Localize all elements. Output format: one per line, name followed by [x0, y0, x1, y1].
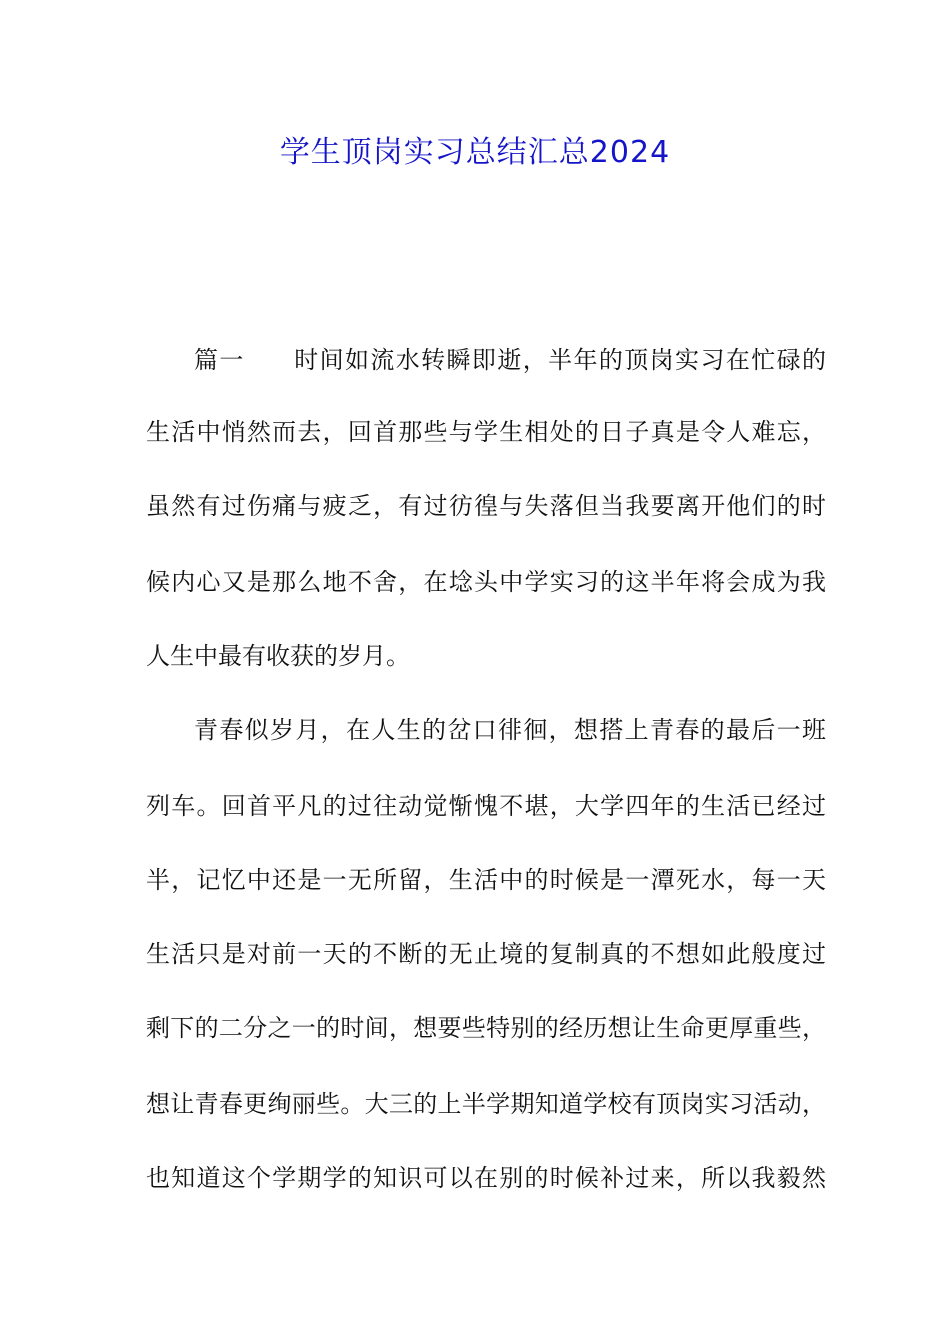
document-title: 学生顶岗实习总结汇总2024: [279, 135, 671, 170]
paragraph-1-line-5: 人生中最有收获的岁月。: [146, 642, 410, 670]
paragraph-1-line-4: 候内心又是那么地不舍，在埝头中学实习的这半年将会成为我: [146, 568, 826, 596]
paragraph-text: 时间如流水转瞬即逝，半年的顶岗实习在忙碌的: [292, 346, 826, 374]
paragraph-2-line-7: 也知道这个学期学的知识可以在别的时候补过来，所以我毅然: [146, 1164, 826, 1192]
paragraph-2-line-3: 半，记忆中还是一无所留，生活中的时候是一潭死水，每一天: [146, 866, 826, 894]
paragraph-2-line-4: 生活只是对前一天的不断的无止境的复制真的不想如此般度过: [146, 940, 826, 968]
paragraph-2-line-5: 剩下的二分之一的时间，想要些特别的经历想让生命更厚重些，: [146, 1014, 826, 1042]
section-label: 篇一: [194, 346, 245, 374]
paragraph-2-line-1: 青春似岁月，在人生的岔口徘徊，想搭上青春的最后一班: [194, 716, 826, 744]
paragraph-1-line-3: 虽然有过伤痛与疲乏，有过彷徨与失落但当我要离开他们的时: [146, 492, 826, 520]
paragraph-1-line-1: [194, 340, 826, 380]
paragraph-2-line-6: 想让青春更绚丽些。大三的上半学期知道学校有顶岗实习活动，: [146, 1090, 826, 1118]
paragraph-1-line-2: 生活中悄然而去，回首那些与学生相处的日子真是令人难忘，: [146, 418, 826, 446]
paragraph-2-line-2: 列车。回首平凡的过往动觉惭愧不堪，大学四年的生活已经过: [146, 792, 826, 820]
